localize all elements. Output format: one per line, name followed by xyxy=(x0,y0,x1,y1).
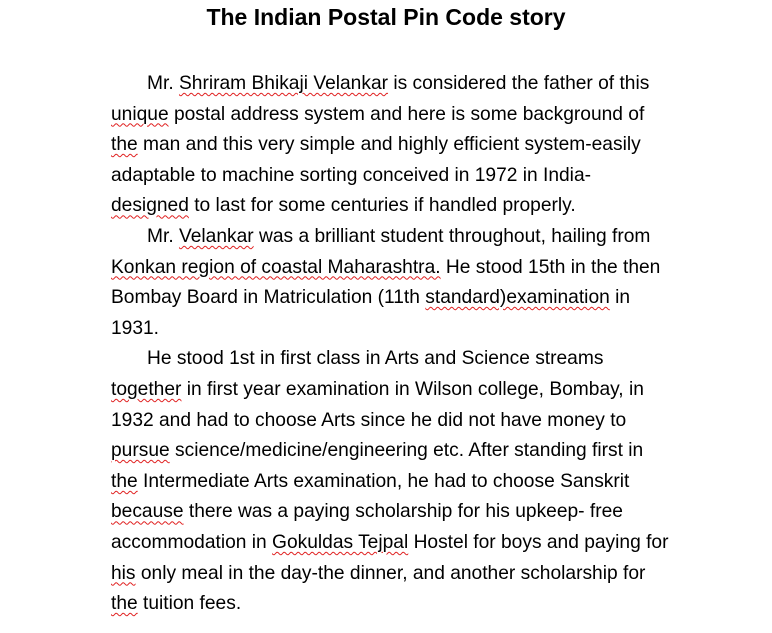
text-run: in first year examination in Wilson college, Bombay, in xyxy=(181,379,644,400)
paragraph-3-line xyxy=(147,348,603,370)
text-run: Intermediate Arts examination, he had to choose Sanskrit xyxy=(137,470,630,492)
spellcheck-flagged-text: the xyxy=(111,134,138,156)
spellcheck-flagged-text: the xyxy=(111,470,138,492)
text-run: science/medicine/engineering etc. After standing first in xyxy=(169,440,644,462)
spellcheck-flagged-text: Velankar xyxy=(178,226,254,247)
paragraph-2-line xyxy=(111,318,159,340)
text-run: He stood 1st in first class in Arts and Science streams xyxy=(147,348,604,370)
spellcheck-flagged-text: pursue xyxy=(111,440,170,462)
spellcheck-flagged-text: Shriram Bhikaji Velankar xyxy=(178,73,389,94)
paragraph-2-line xyxy=(111,257,660,279)
text-run: adaptable to machine sorting conceived in 1972 in India- xyxy=(111,164,592,186)
text-run: is considered the father of this xyxy=(388,73,650,94)
text-run: man and this very simple and highly efficient system-easily xyxy=(137,134,641,156)
paragraph-3-line xyxy=(111,532,668,554)
text-run: Hostel for boys and paying for xyxy=(408,532,669,553)
spellcheck-flagged-text: his xyxy=(111,562,136,584)
text-run: was a brilliant student throughout, hailing from xyxy=(253,226,651,247)
paragraph-2-line xyxy=(147,226,650,248)
text-run: 1932 and had to choose Arts since he did not have money to xyxy=(111,409,627,431)
text-run: 1931. xyxy=(111,317,160,339)
paragraph-1-line xyxy=(111,104,644,126)
text-run: in xyxy=(609,287,631,309)
text-run: only meal in the day-the dinner, and another scholarship for xyxy=(135,562,646,584)
paragraph-3-line xyxy=(111,471,629,493)
spellcheck-flagged-text: Gokuldas Tejpal xyxy=(272,532,409,553)
spellcheck-flagged-text: Konkan region of coastal Maharashtra. xyxy=(111,256,441,278)
text-run: postal address system and here is some background of xyxy=(168,103,645,125)
text-run: there was a paying scholarship for his upkeep- free xyxy=(183,501,623,523)
text-run: accommodation in xyxy=(111,532,273,553)
text-run: Mr. xyxy=(147,73,179,94)
paragraph-1-line xyxy=(111,134,641,156)
paragraph-3-line xyxy=(111,379,644,401)
paragraph-1-line xyxy=(147,73,649,95)
paragraph-3-line xyxy=(111,440,643,462)
spellcheck-flagged-text: designed xyxy=(111,195,189,217)
text-run: Mr. xyxy=(147,226,179,247)
text-run: to last for some centuries if handled properly. xyxy=(188,195,576,217)
text-run: tuition fees. xyxy=(137,593,242,615)
spellcheck-flagged-text: standard)examination xyxy=(425,287,610,309)
text-run: He stood 15th in the then xyxy=(440,256,661,278)
spellcheck-flagged-text: because xyxy=(111,501,184,523)
text-run: Bombay Board in Matriculation (11th xyxy=(111,287,426,309)
document-title: The Indian Postal Pin Code story xyxy=(206,4,566,30)
paragraph-2-line xyxy=(111,287,630,309)
paragraph-3-line xyxy=(111,501,623,523)
paragraph-3-line xyxy=(111,593,241,615)
paragraph-3-line xyxy=(111,410,626,432)
paragraph-1-line xyxy=(111,165,591,187)
spellcheck-flagged-text: together xyxy=(111,379,182,400)
spellcheck-flagged-text: unique xyxy=(111,103,169,125)
spellcheck-flagged-text: the xyxy=(111,593,138,615)
paragraph-3-line xyxy=(111,563,645,585)
paragraph-1-line xyxy=(111,195,576,217)
